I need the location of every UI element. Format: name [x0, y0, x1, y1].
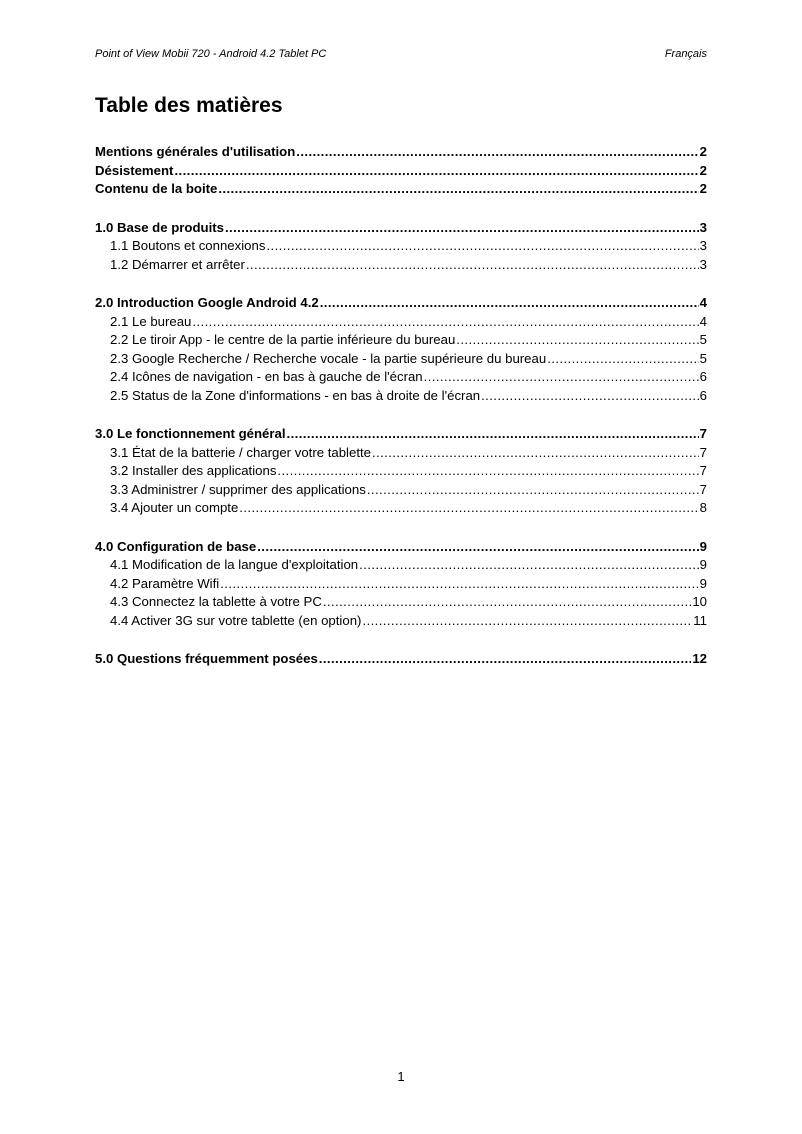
- running-header: [95, 47, 707, 61]
- dot-leader: [218, 180, 698, 199]
- toc-entry-1-0[interactable]: [95, 219, 707, 238]
- toc-entry-page: 11: [693, 612, 707, 628]
- toc-entry-label: 4.3 Connectez la tablette à votre PC: [110, 594, 322, 609]
- toc-entry-label: 1.2 Démarrer et arrêter: [110, 256, 245, 272]
- toc-entry-3-2[interactable]: [95, 462, 707, 481]
- dot-leader: [266, 237, 698, 256]
- toc-entry-label: Mentions générales d'utilisation: [95, 144, 296, 159]
- toc-entry-page: 3: [699, 238, 707, 253]
- section-gap: [95, 518, 707, 538]
- toc-entry-page: 8: [699, 500, 707, 515]
- dot-leader: [192, 313, 698, 332]
- toc-entry-page: 3: [699, 256, 707, 272]
- toc-entry-1-2[interactable]: [95, 256, 707, 275]
- dot-leader: [367, 481, 699, 500]
- toc-entry-page: 4: [699, 313, 707, 329]
- section-gap: [95, 274, 707, 294]
- toc-entry-label: 4.0 Configuration de base: [95, 538, 257, 554]
- toc-entry-5-0[interactable]: [95, 650, 707, 669]
- dot-leader: [424, 368, 699, 387]
- dot-leader: [481, 387, 699, 406]
- toc-entry-label: 2.5 Status de la Zone d'informations - en bas à droite de l'écran: [110, 387, 481, 403]
- toc-entry-label: 3.0 Le fonctionnement général: [95, 426, 286, 441]
- toc-entry-label: 4.4 Activer 3G sur votre tablette (en option): [110, 612, 362, 628]
- toc-entry-4-0[interactable]: [95, 538, 707, 557]
- toc-entry-label: 3.3 Administrer / supprimer des applications: [110, 481, 366, 497]
- toc-entry-page: 4: [699, 295, 707, 310]
- toc-entry-page: 5: [699, 332, 707, 347]
- toc-entry-desistement[interactable]: [95, 162, 707, 181]
- toc-entry-2-1[interactable]: [95, 313, 707, 332]
- section-gap: [95, 199, 707, 219]
- toc-entry-label: 4.1 Modification de la langue d'exploitation: [110, 557, 359, 572]
- toc-entry-label: 1.0 Base de produits: [95, 219, 224, 235]
- toc-entry-label: 2.2 Le tiroir App - le centre de la partie inférieure du bureau: [110, 332, 456, 347]
- toc-entry-page: 2: [699, 181, 707, 196]
- toc-entry-label: 3.1 État de la batterie / charger votre tablette: [110, 444, 371, 460]
- toc-entry-2-0[interactable]: [95, 294, 707, 313]
- section-gap: [95, 630, 707, 650]
- toc-entry-2-5[interactable]: [95, 387, 707, 406]
- toc-entry-2-4[interactable]: [95, 368, 707, 387]
- toc-entry-page: 7: [699, 444, 707, 460]
- dot-leader: [372, 444, 699, 463]
- toc-entry-label: 2.4 Icônes de navigation - en bas à gauche de l'écran: [110, 369, 423, 384]
- dot-leader: [319, 650, 692, 669]
- table-of-contents: [95, 143, 707, 669]
- toc-entry-2-3[interactable]: [95, 350, 707, 369]
- page-number: 1: [397, 1069, 405, 1084]
- toc-entry-page: 9: [699, 575, 707, 591]
- toc-entry-1-1[interactable]: [95, 237, 707, 256]
- toc-entry-label: 5.0 Questions fréquemment posées: [95, 651, 318, 666]
- toc-entry-2-2[interactable]: [95, 331, 707, 350]
- toc-entry-page: 12: [692, 651, 707, 666]
- dot-leader: [257, 538, 698, 557]
- toc-entry-page: 5: [699, 350, 707, 366]
- toc-entry-label: 3.2 Installer des applications: [110, 463, 277, 478]
- toc-entry-page: 10: [692, 594, 707, 609]
- toc-entry-mentions-generales[interactable]: [95, 143, 707, 162]
- toc-entry-page: 9: [699, 557, 707, 572]
- toc-entry-label: 1.1 Boutons et connexions: [110, 238, 266, 253]
- dot-leader: [323, 593, 691, 612]
- toc-entry-page: 6: [699, 369, 707, 384]
- section-gap: [95, 405, 707, 425]
- toc-entry-4-3[interactable]: [95, 593, 707, 612]
- dot-leader: [220, 575, 698, 594]
- toc-entry-4-2[interactable]: [95, 575, 707, 594]
- dot-leader: [277, 462, 698, 481]
- toc-entry-label: Désistement: [95, 162, 174, 178]
- toc-entry-label: 2.3 Google Recherche / Recherche vocale - la partie supérieure du bureau: [110, 350, 547, 366]
- toc-entry-page: 7: [699, 463, 707, 478]
- toc-entry-label: 3.4 Ajouter un compte: [110, 500, 239, 515]
- dot-leader: [225, 219, 699, 238]
- toc-title: Table des matières: [95, 94, 283, 117]
- toc-entry-label: 4.2 Paramètre Wifi: [110, 575, 220, 591]
- dot-leader: [287, 425, 699, 444]
- toc-entry-contenu-boite[interactable]: [95, 180, 707, 199]
- toc-entry-label: 2.1 Le bureau: [110, 313, 192, 329]
- toc-entry-3-0[interactable]: [95, 425, 707, 444]
- toc-entry-4-1[interactable]: [95, 556, 707, 575]
- dot-leader: [359, 556, 699, 575]
- toc-entry-3-4[interactable]: [95, 499, 707, 518]
- toc-entry-page: 9: [699, 538, 707, 554]
- toc-entry-page: 6: [699, 387, 707, 403]
- dot-leader: [174, 162, 698, 181]
- dot-leader: [456, 331, 698, 350]
- toc-entry-page: 2: [699, 144, 707, 159]
- toc-entry-page: 7: [699, 481, 707, 497]
- toc-entry-page: 3: [699, 219, 707, 235]
- dot-leader: [296, 143, 698, 162]
- dot-leader: [239, 499, 698, 518]
- dot-leader: [547, 350, 698, 369]
- toc-entry-label: 2.0 Introduction Google Android 4.2: [95, 295, 319, 310]
- dot-leader: [320, 294, 699, 313]
- header-document-title: Point of View Mobii 720 - Android 4.2 Tablet PC: [95, 48, 327, 60]
- toc-entry-4-4[interactable]: [95, 612, 707, 631]
- toc-entry-label: Contenu de la boite: [95, 181, 218, 196]
- header-language: Français: [664, 48, 707, 60]
- toc-entry-page: 7: [699, 426, 707, 441]
- toc-entry-page: 2: [699, 162, 707, 178]
- toc-entry-3-1[interactable]: [95, 444, 707, 463]
- dot-leader: [246, 256, 699, 275]
- toc-entry-3-3[interactable]: [95, 481, 707, 500]
- dot-leader: [362, 612, 692, 631]
